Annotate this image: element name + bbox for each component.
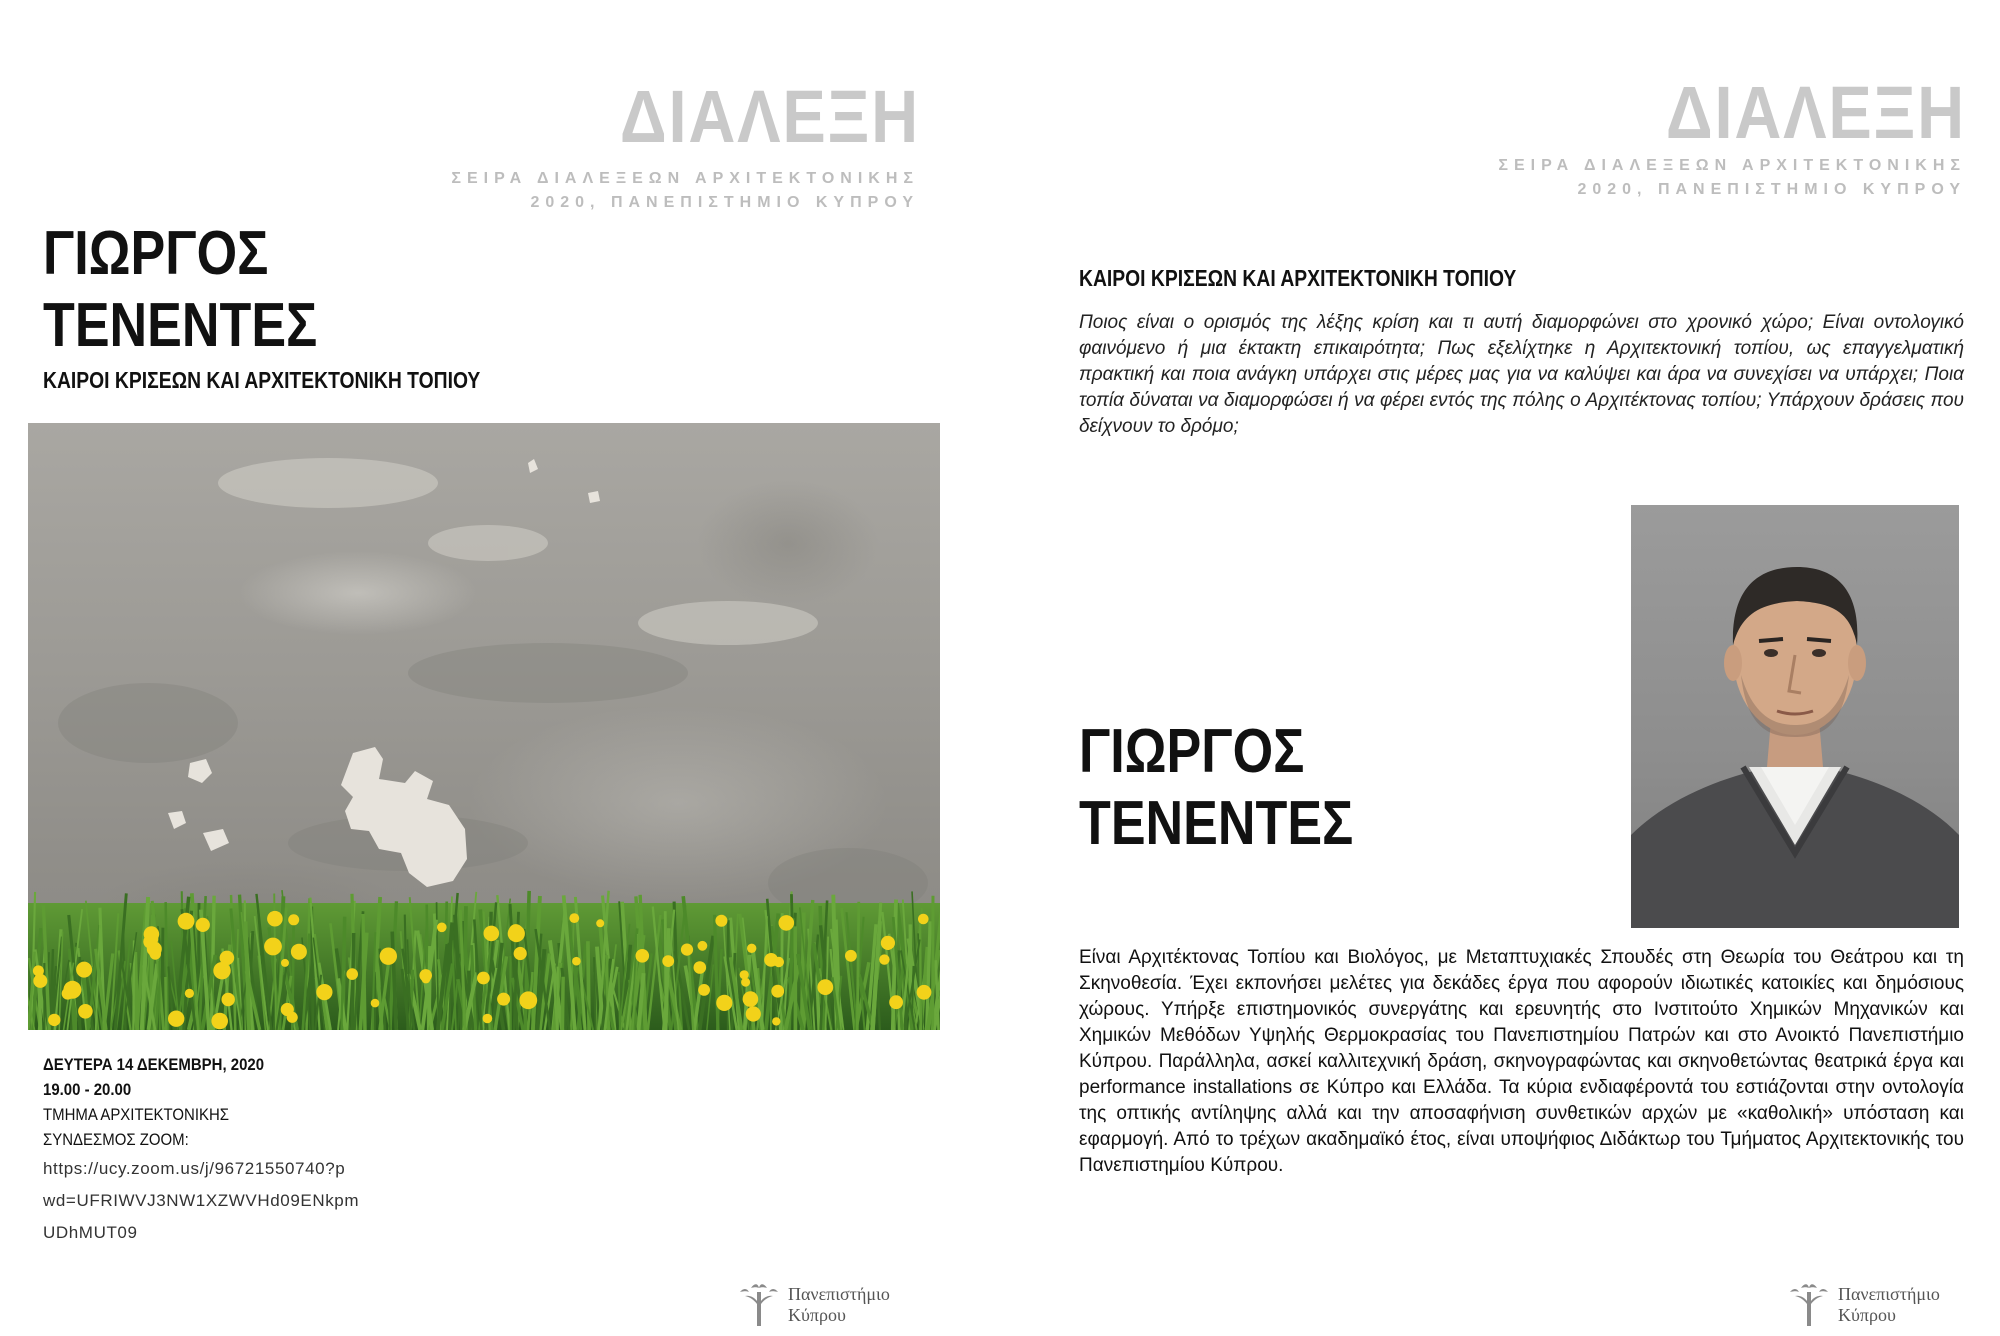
wall-and-dandelions-photo [28,423,940,1030]
dandelion [881,936,895,950]
dandelion [222,993,235,1006]
dandelion [211,1013,228,1030]
dandelion [150,948,161,959]
dandelion [694,961,707,974]
logo-line: Κύπρου [1838,1305,1896,1325]
lecture-abstract: Ποιος είναι ο ορισμός της λέξης κρίση και τι αυτή διαμορφώνει στο χρονικό χώρο; Είναι οντολογικό φαινόμενο ή μια έκτακτη επικαιρότητα; Πως εξελίχτηκε η Αρχιτεκτονική τοπίου, ως επαγγελματική πρακτική και ποια ανάγκη υπάρχει στις μέρες μας για να καλύψει και άρα να συνεχίσει να υπάρχει; Ποια τοπία δύναται να διαμορφώσει ή να φέρει εντός της πόλης ο Αρχιτέκτονας τοπίου; Υπάρχουν δράσεις που δείχνουν το δρόμο; [1079,312,1964,437]
university-logo [1786,1280,1986,1330]
zoom-link-label: ΣΥΝΔΕΣΜΟΣ ZOOM: [43,1130,189,1149]
dandelion [78,1004,93,1019]
logo-line: Πανεπιστήμιο [1838,1284,1940,1304]
logo-line: Πανεπιστήμιο [788,1284,890,1304]
wall-highlights [218,458,818,645]
dandelion [746,1006,761,1021]
dandelion [483,1014,493,1024]
lecture-title: ΚΑΙΡΟΙ ΚΡΙΣΕΩΝ ΚΑΙ ΑΡΧΙΤΕΚΤΟΝΙΚΗ ΤΟΠΙΟΥ [1079,265,1517,291]
dandelion [316,984,332,1000]
logo-wordmark [788,1284,890,1326]
dandelion [698,941,708,951]
zoom-link-line: https://ucy.zoom.us/j/96721550740?p [43,1159,346,1178]
dandelion [508,925,525,942]
logo-wordmark [1838,1284,1940,1326]
dandelion [662,955,674,967]
dandelion [196,918,210,932]
dandelion [817,979,833,995]
dandelion [774,957,784,967]
event-time: 19.00 - 20.00 [43,1080,132,1099]
dandelion [281,959,289,967]
grass-blade [857,902,858,1030]
dandelion [569,913,579,923]
speaker-first-name: ΓΙΩΡΓΟΣ [1079,717,1305,786]
right-poster-page [1000,0,2000,1336]
dandelion [889,995,903,1009]
event-department: ΤΜΗΜΑ ΑΡΧΙΤΕΚΤΟΝΙΚΗΣ [43,1105,230,1124]
zoom-link-line: UDhMUT09 [43,1223,138,1242]
lecture-series-label [1498,154,1966,202]
dandelion [636,949,650,963]
dandelion [497,993,510,1006]
dandelion [715,915,727,927]
dandelion [879,954,889,964]
series-line: 2020, ΠΑΝΕΠΙΣΤΗΜΙΟ ΚΥΠΡΟΥ [530,194,919,211]
grass-blade [363,914,365,1030]
dandelion [437,923,447,933]
series-line: ΣΕΙΡΑ ΔΙΑΛΕΞΕΩΝ ΑΡΧΙΤΕΚΤΟΝΙΚΗΣ [1498,157,1966,174]
dandelion [698,984,710,996]
portrait-illustration [1631,505,1959,928]
dandelion [380,948,397,965]
grass-blade [165,977,166,1030]
speaker-first-name: ΓΙΩΡΓΟΣ [43,219,269,288]
grass-blade [352,933,354,1030]
speaker-last-name: ΤΕΝΕΝΤΕΣ [43,291,318,360]
dandelion [76,962,92,978]
wall-stains [58,643,928,918]
dandelion [48,1014,60,1026]
dandelion [514,947,527,960]
lecture-heading: ΔΙΑΛΕΞΗ [619,75,920,158]
series-line: ΣΕΙΡΑ ΔΙΑΛΕΞΕΩΝ ΑΡΧΙΤΕΚΤΟΝΙΚΗΣ [451,170,919,187]
dandelion [484,926,500,942]
dandelion [771,985,784,998]
dandelion [845,950,857,962]
dandelion [747,944,756,953]
dandelion [681,944,693,956]
dandelion [264,938,282,956]
dandelion [178,913,195,930]
dandelion [596,919,604,927]
dandelion [220,951,235,966]
lecture-heading: ΔΙΑΛΕΞΗ [1665,71,1966,154]
dandelion [743,991,759,1007]
dandelion [716,995,732,1011]
logo-line: Κύπρου [788,1305,846,1325]
dandelion [741,978,750,987]
dandelion [346,968,358,980]
grass-blade [920,922,921,1030]
tree-logo-icon [736,1280,782,1328]
grass-blade [588,941,589,1030]
dandelion [371,999,380,1008]
dandelion [918,914,929,925]
speaker-name [43,218,317,362]
wall-and-dandelions-illustration [28,423,940,1030]
dandelion [33,974,47,988]
event-date: ΔΕΥΤΕΡΑ 14 ΔΕΚΕΜΒΡΗ, 2020 [43,1055,265,1074]
dandelion [519,991,537,1009]
dandelion [281,1003,294,1016]
speaker-name [1079,716,1353,860]
dandelion [477,972,490,985]
grass-blade [562,977,563,1030]
lecture-title: ΚΑΙΡΟΙ ΚΡΙΣΕΩΝ ΚΑΙ ΑΡΧΙΤΕΚΤΟΝΙΚΗ ΤΟΠΙΟΥ [43,367,481,393]
dandelion [421,974,430,983]
grass-blade [619,972,620,1030]
tree-logo-icon [1786,1280,1832,1328]
dandelion [772,1017,780,1025]
dandelion [168,1011,184,1027]
dandelion [62,988,74,1000]
speaker-portrait [1631,505,1959,928]
zoom-link-line: wd=UFRIWVJ3NW1XZWVHd09ENkpm [43,1191,360,1210]
zoom-link[interactable] [43,1153,463,1249]
dandelion [779,915,795,931]
dandelion [288,914,299,925]
series-line: 2020, ΠΑΝΕΠΙΣΤΗΜΙΟ ΚΥΠΡΟΥ [1577,181,1966,198]
speaker-last-name: ΤΕΝΕΝΤΕΣ [1079,789,1354,858]
event-details [43,1052,463,1249]
dandelion [185,989,194,998]
dandelion [917,985,932,1000]
university-logo [736,1280,936,1330]
dandelion [572,957,581,966]
dandelion [291,944,307,960]
dandelion [267,911,283,927]
speaker-bio: Είναι Αρχιτέκτονας Τοπίου και Βιολόγος, με Μεταπτυχιακές Σπουδές στη Θεωρία του Θεάτρου και τη Σκηνοθεσία. Έχει εκπονήσει μελέτες για δεκάδες έργα που αφορούν ιδιωτικές κατοικίες και δημόσιους χώρους. Υπήρξε επιστημονικός συνεργάτης και ερευνητής στο Ινστιτούτο Χημικών Μηχανικών και Χημικών Μεθόδων Υψηλής Θερμοκρασίας του Πανεπιστημίου Πατρών και στο Ανοικτό Πανεπιστήμιο Κύπρου. Παράλληλα, ασκεί καλλιτεχνική δράση, σκηνογραφώντας και σκηνοθετώντας θεατρικά έργα και performance installations σε Κύπρο και Ελλάδα. Τα κύρια ενδιαφέροντά του εστιάζονται στην οντολογία της οπτικής αντίληψης αλλά και την αποσαφήνιση συνθετικών αρχών με «καθολική» υπόσταση και εφαρμογή. Από το τρέχων ακαδημαϊκό έτος, είναι υποψήφιος Διδάκτωρ του Τμήματος Αρχιτεκτονικής του Πανεπιστημίου Κύπρου. [1079,947,1964,1176]
lecture-series-label [451,167,919,215]
